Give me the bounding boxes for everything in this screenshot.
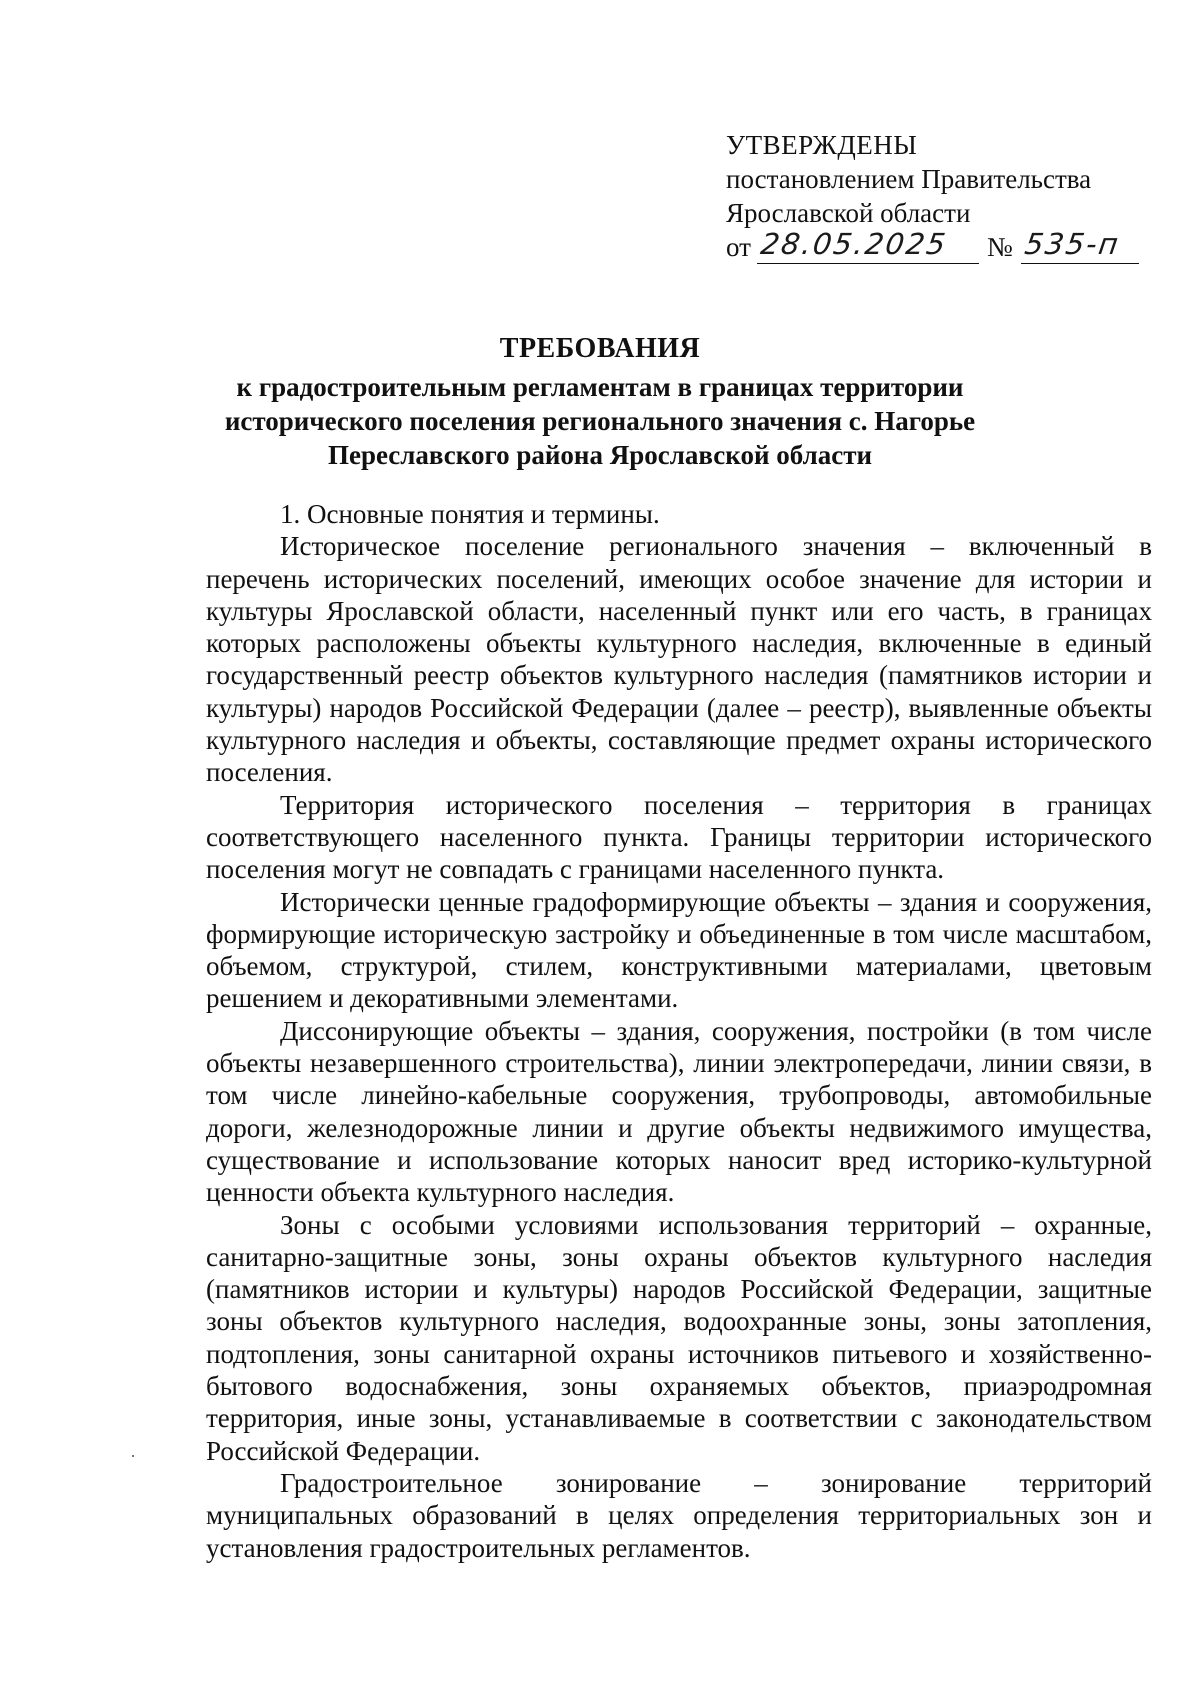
- paragraph-territory: Территория исторического поселения – территория в границах соответствующего населенного пункта. Границы территории исторического поселения могут не совпадать с границами населенного пункта.: [206, 789, 1152, 885]
- approval-title: УТВЕРЖДЕНЫ: [726, 130, 918, 160]
- document-body: [206, 498, 1152, 1564]
- paragraph-special-zones: Зоны с особыми условиями использования территорий – охранные, санитарно-защитные зоны, зоны охраны объектов культурного наследия (памятников истории и культуры) народов Российской Федерации, защитные зоны объектов культурного наследия, водоохранные зоны, зоны затопления, подтопления, зоны санитарной охраны источников питьевого и хозяйственно-бытового водоснабжения, зоны охраняемых объектов, приаэродромная территория, иные зоны, устанавливаемые в соответствии с законодательством Российской Федерации.: [206, 1209, 1152, 1466]
- approval-line-2: Ярославской области: [726, 198, 971, 228]
- paragraph-dissonant-objects: Диссонирующие объекты – здания, сооружения, постройки (в том числе объекты незавершенного строительства), линии электропередачи, линии связи, в том числе линейно-кабельные сооружения, трубопроводы, автомобильные дороги, железнодорожные линии и другие объекты недвижимого имущества, существование и использование которых наносит вред историко-культурной ценности объекта культурного наследия.: [206, 1015, 1152, 1208]
- paragraph-zoning: Градостроительное зонирование – зонирование территорий муниципальных образований в целях определения территориальных зон и установления градостроительных регламентов.: [206, 1467, 1152, 1563]
- date-prefix: от: [726, 232, 751, 262]
- scan-speck: [132, 1455, 134, 1457]
- number-prefix: №: [986, 232, 1013, 262]
- paragraph-valuable-objects: Исторически ценные градоформирующие объекты – здания и сооружения, формирующие историческую застройку и объединенные в том числе масштабом, объемом, структурой, стилем, конструктивными материалами, цветовым решением и декоративными элементами.: [206, 886, 1152, 1014]
- paragraph-historical-settlement: Историческое поселение регионального значения – включенный в перечень исторических поселений, имеющих особое значение для истории и культуры Ярославской области, населенный пункт или его часть, в границах которых расположены объекты культурного наследия, включенные в единый государственный реестр объектов культурного наследия (памятников истории и культуры) народов Российской Федерации (далее – реестр), выявленные объекты культурного наследия и объекты, составляющие предмет охраны исторического поселения.: [206, 531, 1152, 788]
- approval-date-number-line: [726, 227, 1146, 264]
- document-subtitle-line-1: к градостроительным регламентам в границах территории: [236, 372, 964, 402]
- document-subtitle-line-3: Переславского района Ярославской области: [327, 440, 873, 470]
- document-title: ТРЕБОВАНИЯ: [499, 333, 701, 364]
- document-heading: [0, 332, 1200, 472]
- approval-block: [726, 128, 1146, 264]
- date-fill-line: [757, 227, 979, 264]
- handwritten-date: 28.05.2025: [758, 227, 950, 261]
- handwritten-number: 535-п: [1022, 227, 1122, 261]
- number-fill-line: [1021, 227, 1139, 264]
- document-subtitle-line-2: исторического поселения регионального значения с. Нагорье: [224, 406, 976, 436]
- approval-line-1: постановлением Правительства: [726, 164, 1092, 194]
- section-heading: 1. Основные понятия и термины.: [280, 499, 660, 529]
